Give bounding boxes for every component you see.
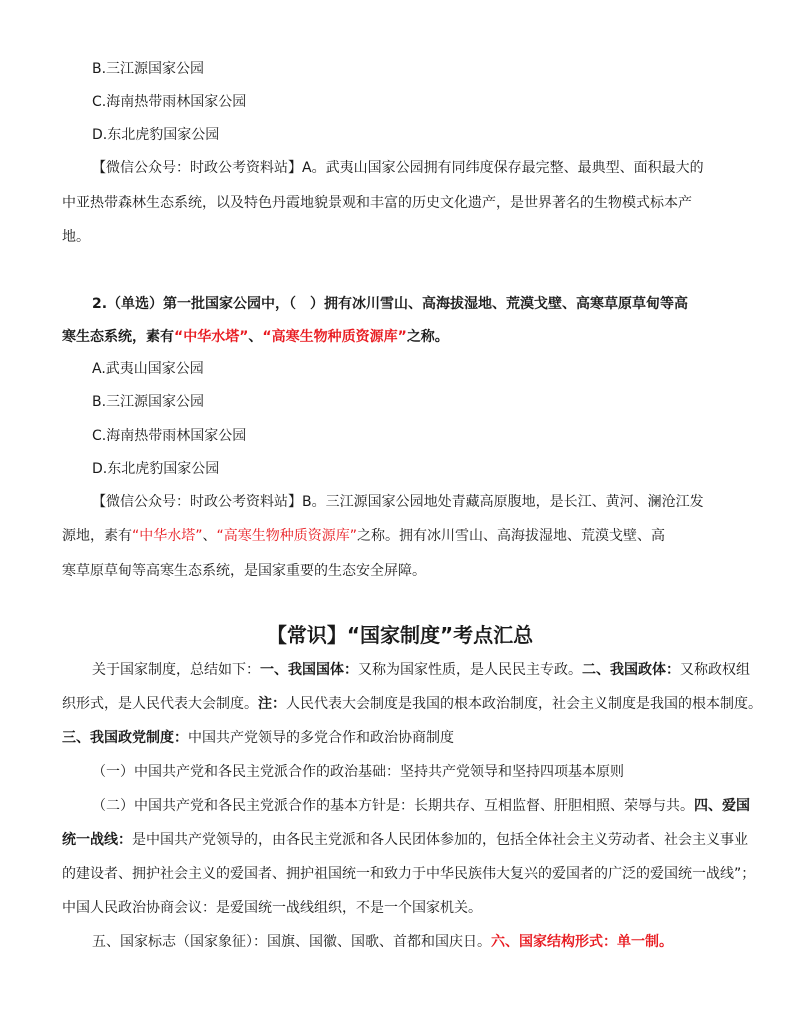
- q2-stem-end: 之称。: [406, 329, 449, 345]
- q2-stem-highlight-1: “中华水塔”: [174, 329, 249, 345]
- q2-option-b: B.三江源国家公园: [92, 394, 205, 410]
- q2-stem-line-1: 2.（单选）第一批国家公园中，（ ）拥有冰川雪山、高海拔湿地、荒漠戈壁、高寒草原草甸等高: [92, 296, 689, 312]
- q1-option-c: C.海南热带雨林国家公园: [92, 94, 247, 110]
- para-3-text: 中国共产党领导的多党合作和政治协商制度: [188, 730, 454, 746]
- section-title: 【常识】“国家制度”考点汇总: [266, 623, 534, 647]
- q2-answer-highlight-1: “中华水塔”: [132, 528, 203, 544]
- section-para-9: [92, 932, 673, 952]
- para-6-text: 是中国共产党领导的，由各民主党派和各人民团体参加的，包括全体社会主义劳动者、社会主义事业: [132, 832, 748, 848]
- section-para-1: [92, 660, 750, 680]
- para-1-def-1: 又称为国家性质，是人民民主专政。: [358, 662, 582, 678]
- q2-option-d: D.东北虎豹国家公园: [92, 461, 220, 477]
- para-5-text: （二）中国共产党和各民主党派合作的基本方针是：长期共存、互相监督、肝胆相照、荣辱与共。: [92, 798, 694, 814]
- q2-stem-highlight-2: “高寒生物种质资源库”: [262, 329, 407, 345]
- para-1-term-2: 二、我国政体：: [582, 662, 680, 678]
- para-6-term: 统一战线：: [62, 832, 132, 848]
- q2-option-c: C.海南热带雨林国家公园: [92, 428, 247, 444]
- section-para-3: [62, 728, 742, 748]
- q1-answer-line-3: 地。: [62, 229, 90, 245]
- q2-answer-separator: 、: [202, 528, 217, 544]
- para-2-note-text: 人民代表大会制度是我国的根本政治制度，社会主义制度是我国的根本制度。: [286, 696, 762, 712]
- para-1-def-2: 又称政权组: [680, 662, 750, 678]
- q2-answer-line-2: [62, 526, 742, 546]
- q2-answer-highlight-2: “高寒生物种质资源库”: [216, 528, 358, 544]
- para-9-text: 五、国家标志（国家象征）：国旗、国徽、国歌、首都和国庆日。: [92, 934, 491, 950]
- para-5-term: 四、爱国: [694, 798, 750, 814]
- q2-stem-line-2: [62, 327, 742, 347]
- section-para-2: [62, 694, 762, 714]
- q2-stem-text: 寒生态系统，素有: [62, 329, 174, 345]
- para-1-term-1: 一、我国国体：: [260, 662, 358, 678]
- q2-answer-text: 源地，素有: [62, 528, 132, 544]
- para-1-text: 关于国家制度，总结如下：: [92, 662, 260, 678]
- q2-stem-separator: 、: [248, 329, 263, 345]
- section-para-5: [92, 796, 750, 816]
- q1-option-d: D.东北虎豹国家公园: [92, 127, 220, 143]
- section-para-8: 中国人民政治协商会议：是爱国统一战线组织，不是一个国家机关。: [62, 900, 482, 916]
- section-para-7: 的建设者、拥护社会主义的爱国者、拥护祖国统一和致力于中华民族伟大复兴的爱国者的广泛的爱国统一战线”；: [62, 866, 756, 882]
- q2-answer-end: 之称。拥有冰川雪山、高海拔湿地、荒漠戈壁、高: [357, 528, 666, 544]
- q2-answer-line-3: 寒草原草甸等高寒生态系统，是国家重要的生态安全屏障。: [62, 563, 426, 579]
- section-para-6: [62, 830, 748, 850]
- para-3-term: 三、我国政党制度：: [62, 730, 188, 746]
- q1-answer-line-1: 【微信公众号：时政公考资料站】A。武夷山国家公园拥有同纬度保存最完整、最典型、面积最大的: [92, 160, 704, 176]
- q2-answer-line-1: 【微信公众号：时政公考资料站】B。三江源国家公园地处青藏高原腹地，是长江、黄河、澜沧江发: [92, 494, 704, 510]
- para-2-text: 织形式，是人民代表大会制度。: [62, 696, 258, 712]
- q1-answer-line-2: 中亚热带森林生态系统，以及特色丹霞地貌景观和丰富的历史文化遗产，是世界著名的生物模式标本产: [62, 195, 692, 211]
- section-para-4: （一）中国共产党和各民主党派合作的政治基础：坚持共产党领导和坚持四项基本原则: [92, 764, 624, 780]
- para-9-highlight: 六、国家结构形式：单一制。: [491, 934, 673, 950]
- q2-option-a: A.武夷山国家公园: [92, 361, 204, 377]
- q1-option-b: B.三江源国家公园: [92, 61, 205, 77]
- para-2-note: 注：: [258, 696, 286, 712]
